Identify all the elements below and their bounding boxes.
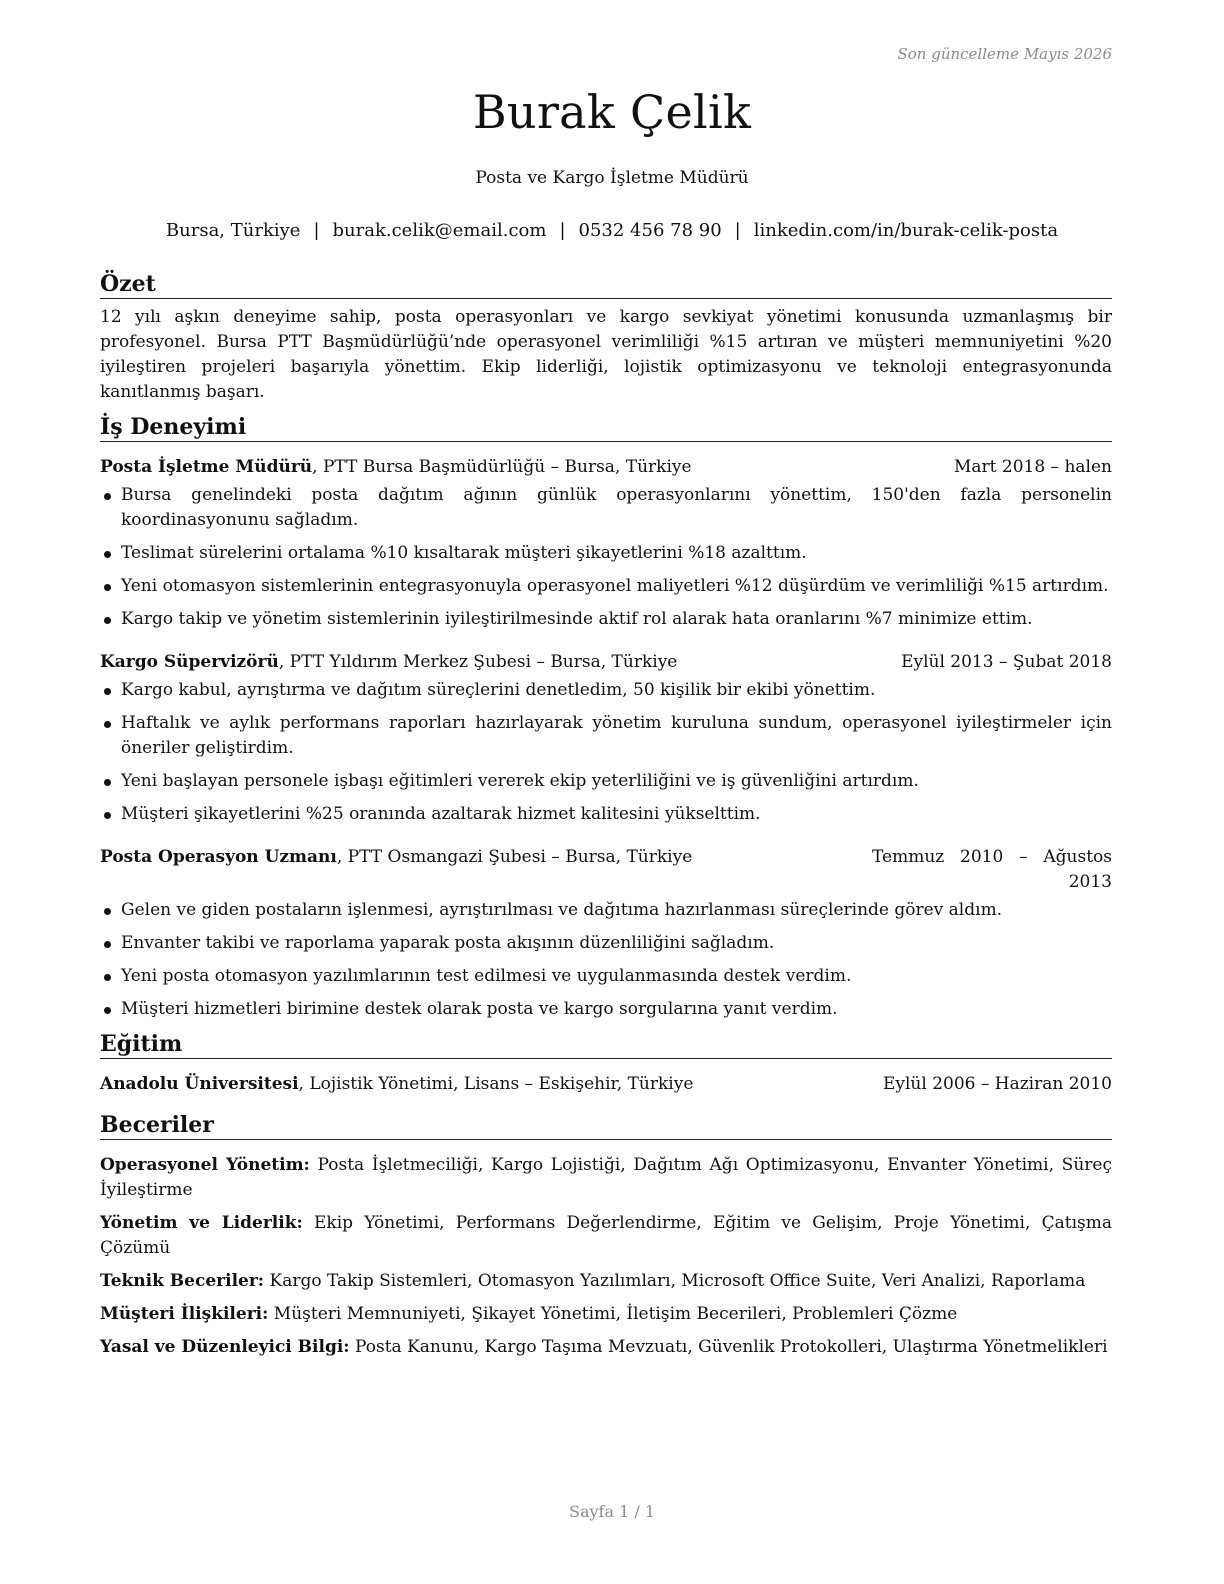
contact-phone: 0532 456 78 90 (578, 220, 722, 241)
skill-label: Yasal ve Düzenleyici Bilgi: (100, 1337, 350, 1357)
job-entry (100, 650, 1112, 827)
skills-heading: Beceriler (100, 1111, 1112, 1140)
contact-location: Bursa, Türkiye (165, 220, 301, 241)
job-bullet: Yeni posta otomasyon yazılımlarının test edilmesi ve uygulanmasında destek verdim. (100, 964, 1112, 989)
skill-label: Müşteri İlişkileri: (100, 1304, 269, 1324)
summary-section (100, 270, 1112, 405)
skill-label: Yönetim ve Liderlik: (100, 1213, 303, 1233)
education-section (100, 1030, 1112, 1097)
summary-heading: Özet (100, 270, 1112, 299)
experience-section (100, 413, 1112, 1022)
page-number: Sayfa 1 / 1 (568, 1502, 655, 1521)
job-bullet: Teslimat sürelerini ortalama %10 kısaltarak müşteri şikayetlerini %18 azalttım. (100, 541, 1112, 566)
job-bullet: Yeni otomasyon sistemlerinin entegrasyonuyla operasyonel maliyetleri %12 düşürdüm ve verimliliği %15 artırdım. (100, 574, 1112, 599)
education-detail: , Lojistik Yönetimi, Lisans – Eskişehir, Türkiye (298, 1074, 694, 1094)
skill-value: Müşteri Memnuniyeti, Şikayet Yönetimi, İletişim Becerileri, Problemleri Çözme (268, 1304, 958, 1324)
job-bullet: Yeni başlayan personele işbaşı eğitimleri vererek ekip yeterliliğini ve iş güvenliğini artırdım. (100, 769, 1112, 794)
job-bullet: Gelen ve giden postaların işlenmesi, ayrıştırılması ve dağıtıma hazırlanması süreçlerinde görev aldım. (100, 898, 1112, 923)
resume-body (100, 270, 1112, 1368)
job-dates: Mart 2018 – halen (953, 457, 1112, 477)
education-heading: Eğitim (100, 1030, 1112, 1059)
experience-heading: İş Deneyimi (100, 413, 1112, 442)
skill-row (100, 1335, 1112, 1360)
job-dates: Eylül 2013 – Şubat 2018 (901, 652, 1112, 672)
skill-value: Ekip Yönetimi, Performans Değerlendirme, Eğitim ve Gelişim, Proje Yönetimi, Çatışma Çözümü (100, 1213, 1112, 1258)
skills-list (100, 1153, 1112, 1360)
contact-separator: | (734, 220, 741, 241)
job-bullets (100, 678, 1112, 827)
contact-line (0, 220, 1224, 241)
skills-section (100, 1111, 1112, 1360)
education-dates: Eylül 2006 – Haziran 2010 (882, 1074, 1112, 1094)
job-bullets (100, 898, 1112, 1022)
contact-separator: | (559, 220, 566, 241)
skill-row (100, 1153, 1112, 1203)
job-org: , PTT Yıldırım Merkez Şubesi – Bursa, Türkiye (278, 652, 678, 672)
summary-text: 12 yılı aşkın deneyime sahip, posta operasyonları ve kargo sevkiyat yönetimi konusunda uzmanlaşmış bir profesyonel. Bursa PTT Başmüdürlüğü’nde operasyonel verimliliği %15 artıran ve müşteri memnuniyetini %20 iyileştiren projeleri başarıyla yönettim. Ekip liderliği, lojistik optimizasyonu ve teknoloji entegrasyonunda kanıtlanmış başarı. (100, 307, 1112, 402)
contact-email[interactable]: burak.celik@email.com (332, 220, 547, 241)
job-bullet: Kargo kabul, ayrıştırma ve dağıtım süreçlerini denetledim, 50 kişilik bir ekibi yönettim. (100, 678, 1112, 703)
skill-label: Teknik Beceriler: (100, 1271, 265, 1291)
job-header (100, 650, 1112, 675)
job-header (100, 845, 1112, 895)
candidate-name: Burak Çelik (472, 85, 752, 139)
education-entry (100, 1072, 1112, 1097)
job-bullet: Bursa genelindeki posta dağıtım ağının günlük operasyonlarını yönettim, 150'den fazla personelin koordinasyonunu sağladım. (100, 483, 1112, 533)
job-role: Posta İşletme Müdürü (100, 457, 313, 477)
job-org: , PTT Bursa Başmüdürlüğü – Bursa, Türkiye (312, 457, 692, 477)
job-header (100, 455, 1112, 480)
job-bullet: Kargo takip ve yönetim sistemlerinin iyileştirilmesinde aktif rol alarak hata oranlarını %7 minimize ettim. (100, 607, 1112, 632)
skill-value: Kargo Takip Sistemleri, Otomasyon Yazılımları, Microsoft Office Suite, Veri Analizi, Raporlama (264, 1271, 1086, 1291)
job-role: Posta Operasyon Uzmanı (100, 847, 337, 867)
skill-row (100, 1211, 1112, 1261)
job-role: Kargo Süpervizörü (100, 652, 279, 672)
contact-linkedin[interactable]: linkedin.com/in/burak-celik-posta (753, 220, 1059, 241)
job-bullet: Müşteri şikayetlerini %25 oranında azaltarak hizmet kalitesini yükselttim. (100, 802, 1112, 827)
job-org: , PTT Osmangazi Şubesi – Bursa, Türkiye (336, 847, 693, 867)
job-entry (100, 455, 1112, 632)
skill-row (100, 1269, 1112, 1294)
skill-value: Posta İşletmeciliği, Kargo Lojistiği, Dağıtım Ağı Optimizasyonu, Envanter Yönetimi, Süreç İyileştirme (100, 1155, 1112, 1200)
job-bullet: Müşteri hizmetleri birimine destek olarak posta ve kargo sorgularına yanıt verdim. (100, 997, 1112, 1022)
contact-separator: | (313, 220, 320, 241)
education-school: Anadolu Üniversitesi (100, 1074, 299, 1094)
skill-value: Posta Kanunu, Kargo Taşıma Mevzuatı, Güvenlik Protokolleri, Ulaştırma Yönetmelikleri (349, 1337, 1108, 1357)
job-bullet: Envanter takibi ve raporlama yaparak posta akışının düzenliliğini sağladım. (100, 931, 1112, 956)
skill-label: Operasyonel Yönetim: (100, 1155, 310, 1175)
job-entry (100, 845, 1112, 1022)
job-dates: Temmuz 2010 – Ağustos 2013 (872, 847, 1112, 892)
job-bullets (100, 483, 1112, 632)
last-updated: Son güncelleme Mayıs 2026 (897, 45, 1112, 63)
job-bullet: Haftalık ve aylık performans raporları hazırlayarak yönetim kuruluna sundum, operasyonel iyileştirmeler için öneriler geliştirdim. (100, 711, 1112, 761)
skill-row (100, 1302, 1112, 1327)
candidate-title: Posta ve Kargo İşletme Müdürü (475, 168, 749, 188)
